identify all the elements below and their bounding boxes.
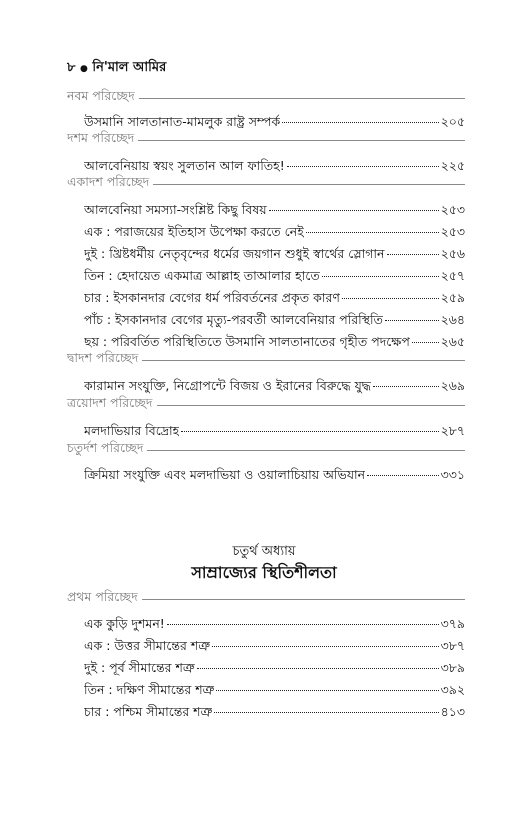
- section-heading: [67, 396, 465, 414]
- section-heading-label: চতুর্দশ পরিচ্ছেদ: [67, 440, 144, 455]
- toc-entry[interactable]: [84, 111, 465, 129]
- dot-leader: [181, 417, 438, 432]
- section-rule: [142, 360, 465, 361]
- toc-entry-page: ২৮৭: [440, 423, 465, 438]
- dot-leader: [412, 328, 439, 343]
- toc-entry[interactable]: [84, 287, 465, 305]
- toc-entry-title: চার : পশ্চিম সীমান্তের শত্রু: [84, 704, 213, 719]
- toc-entry-page: ৩৩১: [440, 467, 465, 482]
- toc-entry-page: ৩৯২: [440, 682, 465, 697]
- toc-entry-page: ২৫৩: [440, 224, 465, 239]
- toc-entry-title: তিন : দক্ষিণ সীমান্তের শত্রু: [84, 682, 215, 697]
- dot-leader: [385, 306, 439, 321]
- section-heading-label: ত্রয়োদশ পরিচ্ছেদ: [67, 395, 153, 410]
- toc-entry[interactable]: [84, 375, 465, 393]
- toc-entry-page: ২৫৬: [440, 246, 465, 261]
- toc-entry[interactable]: [84, 613, 465, 631]
- section-heading: [67, 441, 465, 459]
- section-heading: [67, 175, 465, 193]
- toc-entry-page: ২৬৯: [440, 378, 465, 393]
- dot-leader: [373, 372, 439, 387]
- toc-entry-page: ৪১৩: [440, 704, 465, 719]
- toc-entry-page: ২৬৪: [440, 312, 465, 327]
- toc-entry[interactable]: [84, 221, 465, 239]
- toc-entry-title: মলদাভিয়ার বিদ্রোহ: [84, 423, 180, 438]
- toc-entry[interactable]: [84, 199, 465, 217]
- toc-entry-title: এক : পরাজয়ের ইতিহাস উপেক্ষা করতে নেই: [84, 224, 304, 239]
- toc-entry[interactable]: [84, 657, 465, 675]
- toc-entry-title: ছয় : পরিবর্তিত পরিস্থিতিতে উসমানি সালতানাতের গৃহীত পদক্ষেপ: [84, 334, 410, 349]
- toc-entry-title: দুই : খ্রিষ্টধর্মীয় নেতৃবৃন্দের ধর্মের জয়গান শুধুই স্বার্থের স্লোগান: [84, 246, 385, 261]
- running-header: [67, 58, 166, 79]
- section-heading: [67, 351, 465, 369]
- toc-entry-page: ২৫৭: [440, 268, 465, 283]
- toc-entry-title: চার : ইসকানদার বেগের ধর্ম পরিবর্তনের প্রকৃত কারণ: [84, 290, 340, 305]
- toc-entry[interactable]: [84, 420, 465, 438]
- toc-entry[interactable]: [84, 155, 465, 173]
- book-title: নি'মাল আমির: [92, 60, 167, 75]
- part-label: চতুর্থ অধ্যায়: [232, 544, 296, 559]
- toc-entry[interactable]: [84, 309, 465, 327]
- toc-entry-page: ৩৮৭: [440, 638, 465, 653]
- toc-entry[interactable]: [84, 635, 465, 653]
- toc-entry-page: ৩৭৯: [440, 616, 465, 631]
- toc-entry-title: আলবেনিয়ায় স্বয়ং সুলতান আল ফাতিহ!: [84, 158, 285, 173]
- toc-entry[interactable]: [84, 243, 465, 261]
- toc-entry-page: ২২৫: [440, 158, 465, 173]
- section-rule: [142, 599, 465, 600]
- section-rule: [157, 405, 466, 406]
- part-title: সাম্রাজ্যের স্থিতিশীলতা: [191, 563, 337, 582]
- page-number: ৮: [67, 60, 76, 75]
- section-rule: [139, 98, 465, 99]
- toc-entry-title: কারামান সংযুক্তি, নিগ্রোপন্টে বিজয় ও ইরানের বিরুদ্ধে যুদ্ধ: [84, 378, 371, 393]
- toc-entry-title: দুই : পূর্ব সীমান্তের শত্রু: [84, 660, 195, 675]
- toc-entry-page: ২৫৩: [440, 202, 465, 217]
- dot-leader: [387, 240, 439, 255]
- toc-entry-title: উসমানি সালতানাত-মামলুক রাষ্ট্র সম্পর্ক: [84, 114, 281, 129]
- dot-leader: [214, 698, 438, 713]
- section-heading-label: প্রথম পরিচ্ছেদ: [67, 589, 138, 604]
- dot-leader: [212, 632, 439, 647]
- toc-entry-page: ২৬৫: [440, 334, 465, 349]
- dot-leader: [197, 654, 439, 669]
- toc-entry-title: ক্রিমিয়া সংযুক্তি এবং মলদাভিয়া ও ওয়ালাচিয়ায় অভিযান: [84, 467, 366, 482]
- section-rule: [147, 450, 465, 451]
- toc-entry-title: এক : উত্তর সীমান্তের শত্রু: [84, 638, 211, 653]
- dot-leader: [167, 610, 439, 625]
- dot-leader: [342, 284, 439, 299]
- bullet-separator: ●: [79, 64, 88, 74]
- dot-leader: [322, 262, 439, 277]
- toc-entry-page: ২০৫: [440, 114, 465, 129]
- section-heading-label: একাদশ পরিচ্ছেদ: [67, 174, 150, 189]
- dot-leader: [306, 218, 439, 233]
- toc-entry[interactable]: [84, 701, 465, 719]
- section-rule: [138, 140, 465, 141]
- toc-entry-title: পাঁচ : ইসকানদার বেগের মৃত্যু-পরবর্তী আলবেনিয়ার পরিস্থিতি: [84, 312, 383, 327]
- toc-entry-title: তিন : হেদায়েত একমাত্র আল্লাহ তাআলার হাতে: [84, 268, 320, 283]
- section-heading: [67, 131, 465, 149]
- dot-leader: [287, 152, 439, 167]
- toc-entry[interactable]: [84, 679, 465, 697]
- toc-entry[interactable]: [84, 464, 465, 482]
- toc-entry-page: ২৫৯: [440, 290, 465, 305]
- section-rule: [153, 184, 465, 185]
- section-heading-label: দ্বাদশ পরিচ্ছেদ: [67, 350, 139, 365]
- dot-leader: [269, 196, 439, 211]
- section-heading: [67, 89, 465, 107]
- toc-entry-page: ৩৮৯: [440, 660, 465, 675]
- toc-entry[interactable]: [84, 331, 465, 349]
- section-heading-label: নবম পরিচ্ছেদ: [67, 88, 135, 103]
- section-heading-label: দশম পরিচ্ছেদ: [67, 130, 135, 145]
- toc-entry[interactable]: [84, 265, 465, 283]
- section-heading: [67, 590, 465, 608]
- dot-leader: [367, 461, 439, 476]
- toc-entry-title: আলবেনিয়া সমস্যা-সংশ্লিষ্ট কিছু বিষয়: [84, 202, 267, 217]
- toc-entry-title: এক কুড়ি দুশমন!: [84, 616, 165, 631]
- dot-leader: [282, 108, 438, 123]
- dot-leader: [216, 676, 438, 691]
